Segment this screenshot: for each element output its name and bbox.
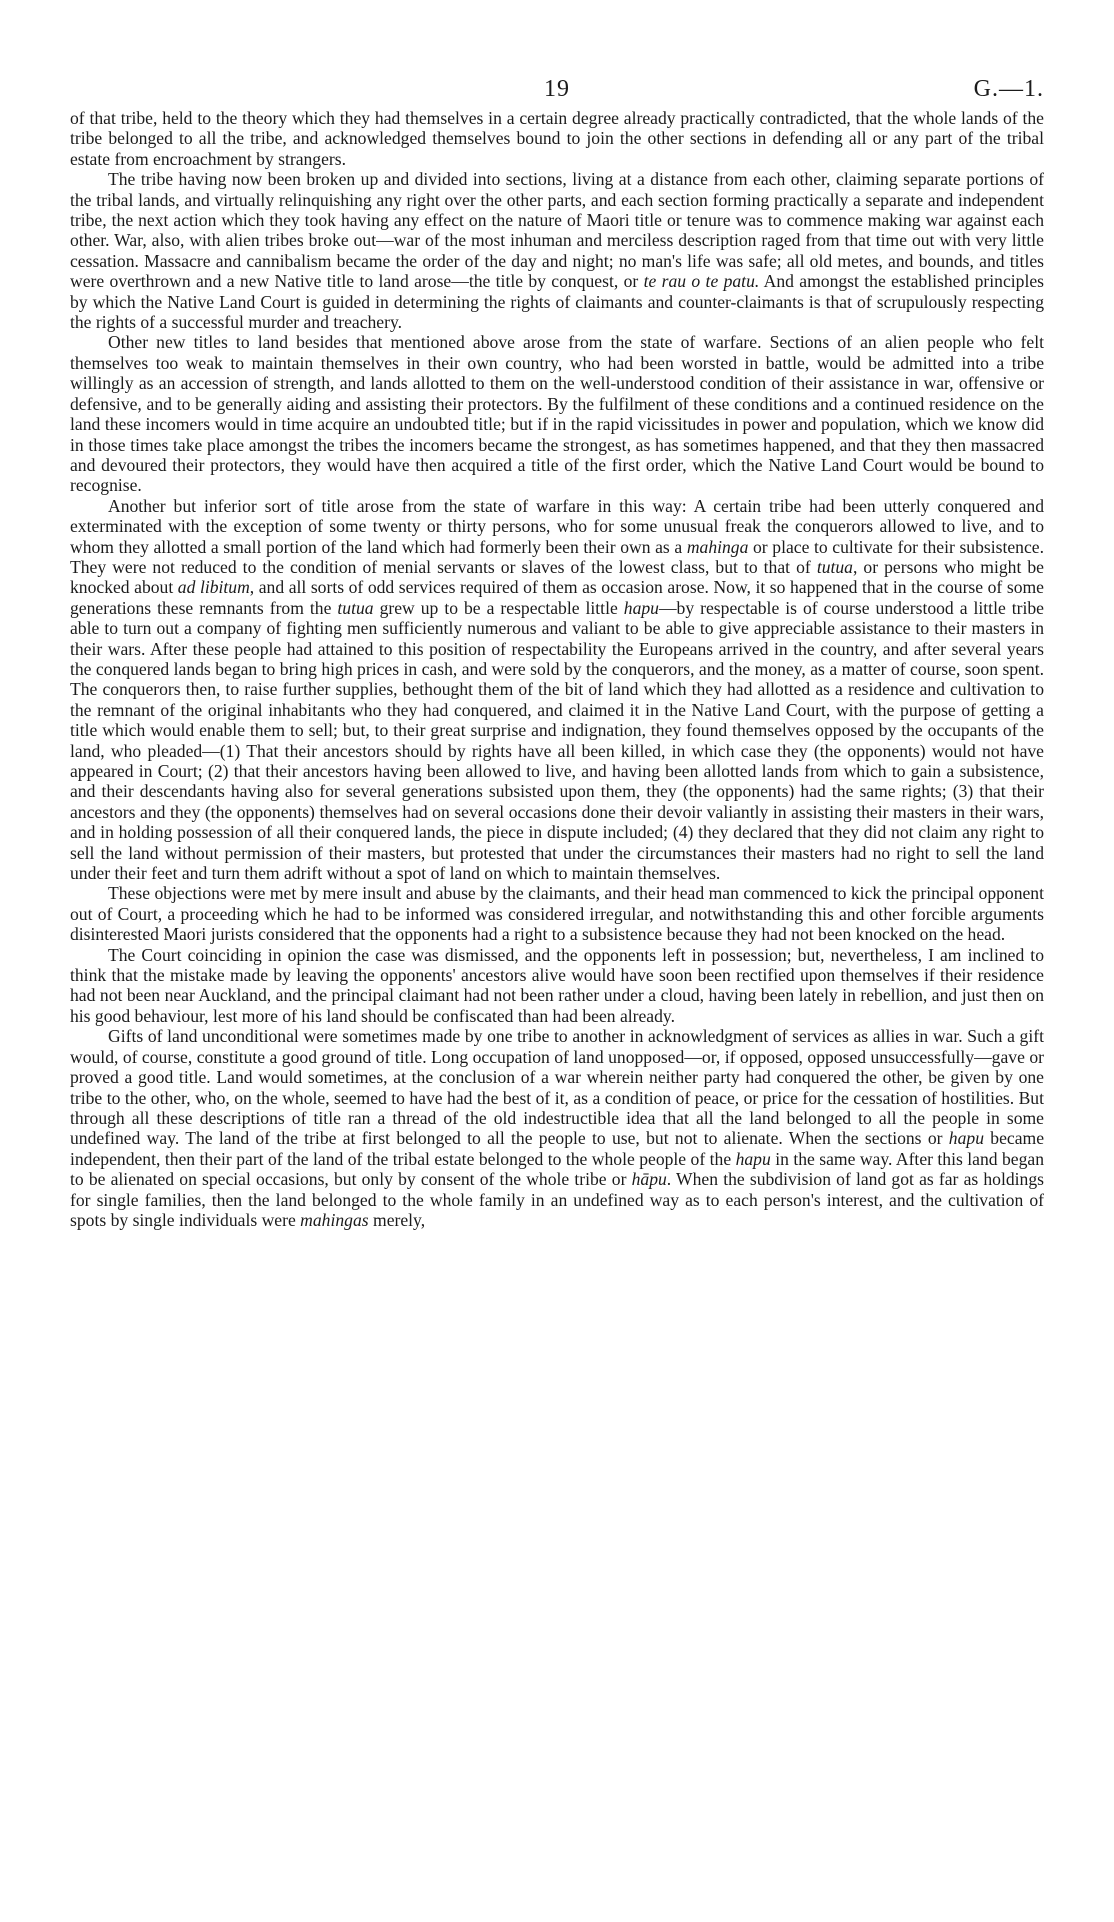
paragraph-1: of that tribe, held to the theory which they had themselves in a certain degree already practically contradicted, that the whole lands of the tribe belonged to all the tribe, and acknowledged themselves bound to join the other sections in defending all or any part of the tribal estate from encroachment by strangers.	[70, 108, 1044, 169]
page-header	[70, 0, 1044, 108]
paragraph-7: Gifts of land unconditional were sometimes made by one tribe to another in acknowledgment of services as allies in war. Such a gift would, of course, constitute a good ground of title. Long occupation of land unopposed—or, if opposed, opposed unsuccessfully—gave or proved a good title. Land would sometimes, at the conclusion of a war wherein neither party had conquered the other, be given by one tribe to the other, who, on the whole, seemed to have had the best of it, as a condition of peace, or price for the cessation of hostilities. But through all these descriptions of title ran a thread of the old indestructible idea that all the land belonged to all the people in some undefined way. The land of the tribe at first belonged to all the people to use, but not to alienate. When the sections or hapu became independent, then their part of the land of the tribal estate belonged to the whole people of the hapu in the same way. After this land began to be alienated on special occasions, but only by consent of the whole tribe or hāpu. When the subdivision of land got as far as holdings for single families, then the land belonged to the whole family in an undefined way as to each person's interest, and the cultivation of spots by single individuals were mahingas merely,	[70, 1026, 1045, 1230]
document-reference: G.—1.	[973, 76, 1044, 102]
paragraph-5: These objections were met by mere insult and abuse by the claimants, and their head man commenced to kick the principal opponent out of Court, a proceeding which he had to be informed was considered irregular, and notwithstanding this and other forcible arguments disinterested Maori jurists considered that the opponents had a right to a subsistence because they had not been knocked on the head.	[70, 883, 1044, 945]
paragraph-3: Other new titles to land besides that mentioned above arose from the state of warfare. Sections of an alien people who felt themselves too weak to maintain themselves in their own country, who had been worsted in battle, would be admitted into a tribe willingly as an accession of strength, and lands allotted to them on the well-understood condition of their assistance in war, offensive or defensive, and to be generally aiding and assisting their protectors. By the fulfilment of these conditions and a continued residence on the land these incomers would in time acquire an undoubted title; but if in the rapid vicissitudes in power and population, which we know did in those times take place amongst the tribes the incomers became the strongest, as has sometimes happened, and that they then massacred and devoured their protectors, they would have then acquired a title of the first order, which the Native Land Court would be bound to recognise.	[70, 332, 1044, 496]
paragraph-4: Another but inferior sort of title arose from the state of warfare in this way: A certain tribe had been utterly conquered and exterminated with the exception of some twenty or thirty persons, who for some unusual freak the conquerors allowed to live, and to whom they allotted a small portion of the land which had formerly been their own as a mahinga or place to cultivate for their subsistence. They were not reduced to the condition of menial servants or slaves of the lowest class, but to that of tutua, or persons who might be knocked about ad libitum, and all sorts of odd services required of them as occasion arose. Now, it so happened that in the course of some generations these remnants from the tutua grew up to be a respectable little hapu—by respectable is of course understood a little tribe able to turn out a company of fighting men sufficiently numerous and valiant to be able to give appreciable assistance to their masters in their wars. After these people had attained to this position of respectability the Europeans arrived in the country, and after several years the conquered lands began to bring high prices in cash, and were sold by the conquerors, and the money, as a matter of course, soon spent. The conquerors then, to raise further supplies, bethought them of the bit of land which they had allotted as a residence and cultivation to the remnant of the original inhabitants who they had conquered, and claimed it in the Native Land Court, with the purpose of getting a title which would enable them to sell; but, to their great surprise and indignation, they found themselves opposed by the occupants of the land, who pleaded—(1) That their ancestors should by rights have all been killed, in which case they (the opponents) would not have appeared in Court; (2) that their ancestors having been allowed to live, and having been allotted lands from which to gain a subsistence, and their descendants having also for several generations subsisted upon them, they (the opponents) had the same rights; (3) that their ancestors and they (the opponents) themselves had on several occasions done their devoir valiantly in assisting their masters in their wars, and in holding possession of all their conquered lands, the piece in dispute included; (4) they declared that they did not claim any right to sell the land without permission of their masters, but protested that under the circumstances their masters had no right to sell the land under their feet and turn them adrift without a spot of land on which to maintain themselves.	[70, 495, 1044, 884]
paragraph-6: The Court coinciding in opinion the case was dismissed, and the opponents left in possession; but, nevertheless, I am inclined to think that the mistake made by leaving the opponents' ancestors alive would have soon been rectified upon themselves if their residence had not been near Auckland, and the principal claimant had not been rather under a cloud, having been lately in rebellion, and just then on his good behaviour, lest more of his land should be confiscated than had been already.	[70, 944, 1044, 1026]
paragraph-2: The tribe having now been broken up and divided into sections, living at a distance from each other, claiming separate portions of the tribal lands, and virtually relinquishing any right over the other parts, and each section forming practically a separate and independent tribe, the next action which they took having any effect on the nature of Maori title or tenure was to commence making war against each other. War, also, with alien tribes broke out—war of the most inhuman and merciless description raged from that time out with very little cessation. Massacre and cannibalism became the order of the day and night; no man's life was safe; all old metes, and bounds, and titles were overthrown and a new Native title to land arose—the title by conquest, or te rau o te patu. And amongst the established principles by which the Native Land Court is guided in determining the rights of claimants and counter-claimants is that of scrupulously respecting the rights of a successful murder and treachery.	[70, 169, 1044, 333]
page-number: 19	[544, 76, 570, 102]
body-text	[70, 108, 1044, 1230]
